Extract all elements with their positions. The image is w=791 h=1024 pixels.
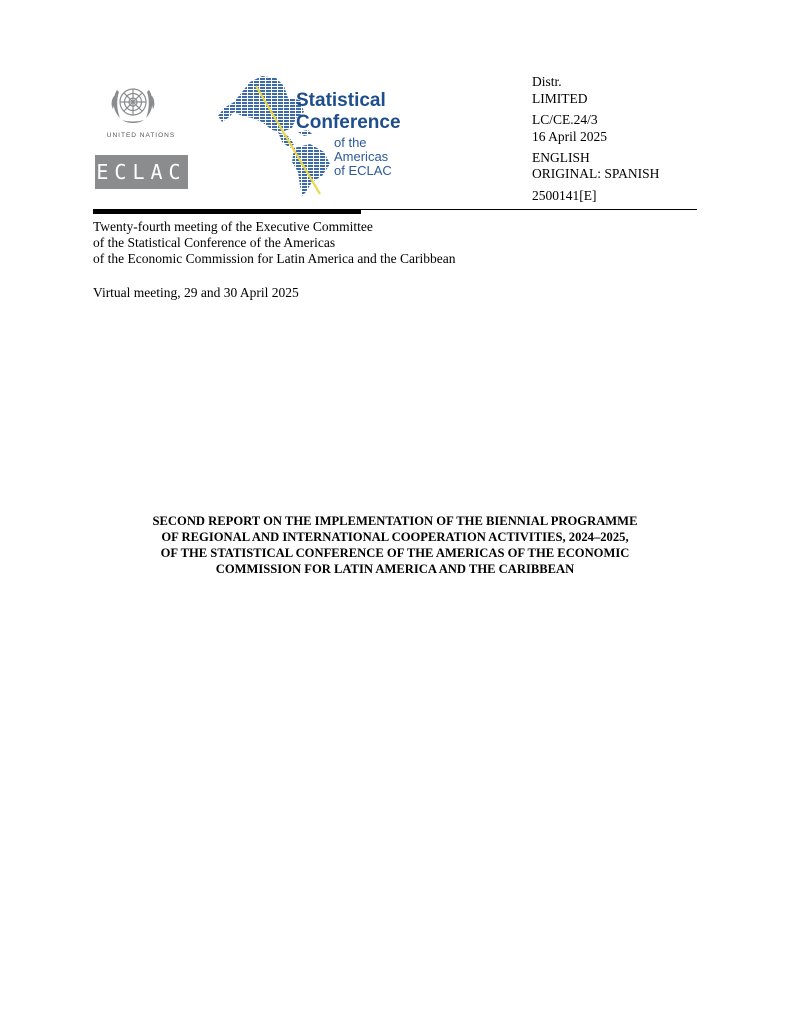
meeting-line-2: of the Statistical Conference of the Americas [93,235,336,250]
un-emblem-icon [108,78,158,128]
document-title [93,513,697,577]
document-symbol: LC/CE.24/3 [532,112,598,127]
document-title-line-3: OF THE STATISTICAL CONFERENCE OF THE AMERICAS OF THE ECONOMIC [160,546,630,560]
un-label: UNITED NATIONS [106,132,176,139]
header-divider-thick [93,209,361,214]
conference-subtitle-line-3: of ECLAC [334,163,392,178]
meeting-line-3: of the Economic Commission for Latin America and the Caribbean [93,251,456,266]
document-title-line-2: OF REGIONAL AND INTERNATIONAL COOPERATION ACTIVITIES, 2024–2025, [161,530,629,544]
document-title-line-1: SECOND REPORT ON THE IMPLEMENTATION OF THE BIENNIAL PROGRAMME [152,514,638,528]
conference-subtitle-line-2: Americas [334,149,389,164]
document-language: ENGLISH [532,150,590,165]
eclac-logo: ECLAC [95,155,188,189]
conference-title-line-1: Statistical [296,90,386,111]
document-title-line-4: COMMISSION FOR LATIN AMERICA AND THE CARIBBEAN [215,562,575,576]
conference-subtitle-line-1: of the [334,135,367,150]
original-language: ORIGINAL: SPANISH [532,166,660,181]
document-date: 16 April 2025 [532,129,608,144]
conference-title-line-2: Conference [296,112,401,133]
job-number: 2500141[E] [532,188,597,203]
distribution-level: LIMITED [532,91,588,106]
meeting-line-1: Twenty-fourth meeting of the Executive Committee [93,219,373,234]
meeting-venue-date: Virtual meeting, 29 and 30 April 2025 [93,285,299,300]
distribution-label: Distr. [532,74,562,89]
